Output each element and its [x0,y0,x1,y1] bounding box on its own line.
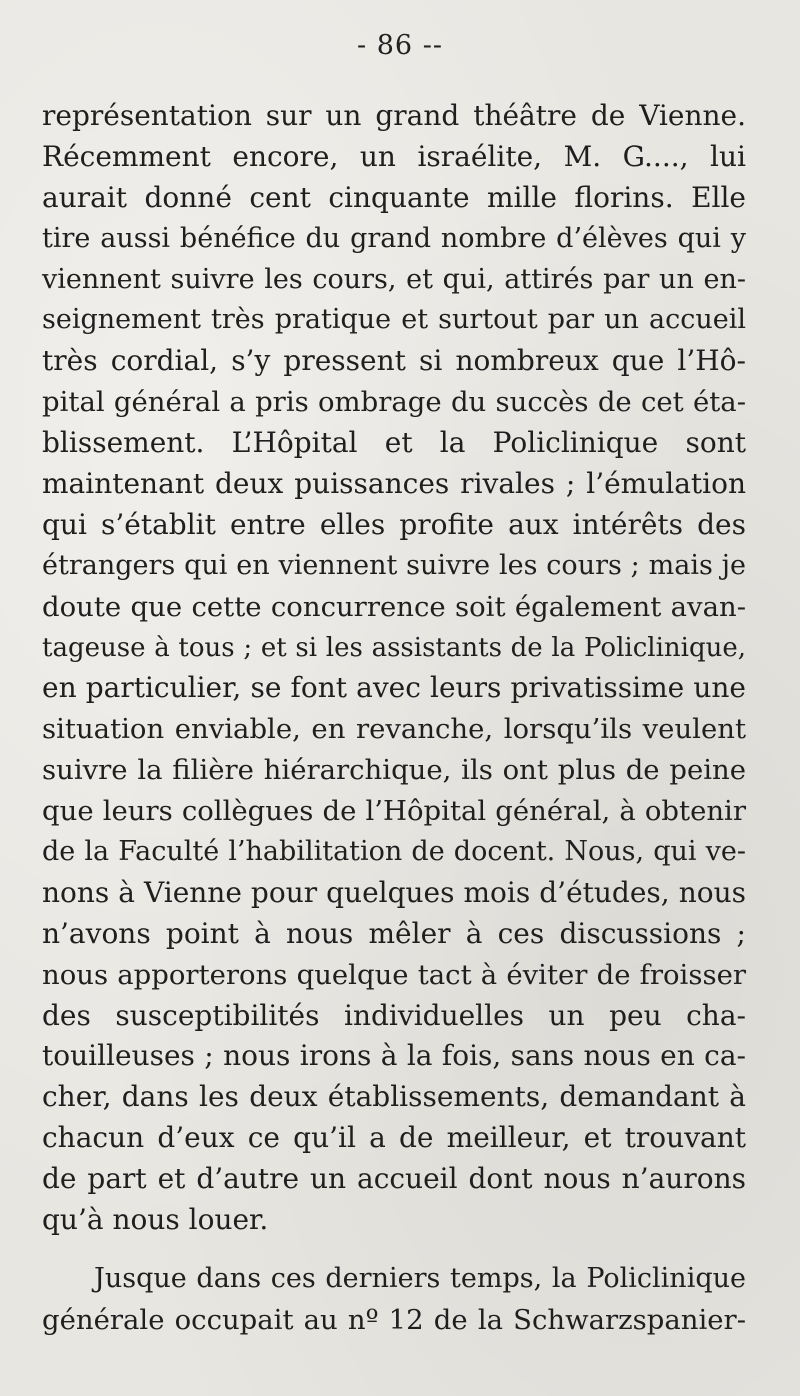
text-line: suivre la filière hiérarchique, ils ont plus de peine [42,754,746,787]
text-line: touilleuses ; nous irons à la fois, sans nous en ca- [42,1039,746,1073]
text-line: étrangers qui en viennent suivre les cours ; mais je [42,549,746,581]
text-line: cher, dans les deux établissements, demandant à [42,1080,746,1114]
text-line: tire aussi bénéfice du grand nombre d’élèves qui y [42,222,746,254]
text-line: chacun d’eux ce qu’il a de meilleur, et trouvant [42,1121,746,1155]
text-line: tageuse à tous ; et si les assistants de la Policlinique, [42,632,746,663]
text-line: nons à Vienne pour quelques mois d’études, nous [42,875,746,909]
text-line: en particulier, se font avec leurs privatissime une [42,671,746,705]
paragraph-gap [42,1241,746,1259]
text-line: Jusque dans ces derniers temps, la Policlinique [94,1262,746,1294]
text-line: aurait donné cent cinquante mille florins. Elle [42,180,746,214]
text-line: viennent suivre les cours, et qui, attirés par un en- [42,263,746,295]
text-line: seignement très pratique et surtout par un accueil [42,304,746,336]
text-line: pital général a pris ombrage du succès de cet éta- [42,386,746,419]
text-line: doute que cette concurrence soit également avan- [42,590,746,623]
paragraph [42,96,746,1241]
text-line: des susceptibilités individuelles un peu cha- [42,998,746,1032]
text-line: que leurs collègues de l’Hôpital général, à obtenir [42,795,746,828]
body-text [42,96,746,1341]
text-line: nous apporterons quelque tact à éviter de froisser [42,958,746,991]
text-line: blissement. L’Hôpital et la Policlinique sont [42,426,746,460]
page-number: - 86 -- [357,30,443,61]
text-line: qui s’établit entre elles profite aux intérêts des [42,507,746,541]
text-line: maintenant deux puissances rivales ; l’émulation [42,467,746,501]
text-line: Récemment encore, un israélite, M. G...., lui [42,139,746,173]
text-line: générale occupait au nº 12 de la Schwarzspanier- [42,1303,746,1336]
text-line: représentation sur un grand théâtre de Vienne. [42,99,746,132]
text-line: de la Faculté l’habilitation de docent. Nous, qui ve- [42,836,746,868]
text-line: qu’à nous louer. [42,1203,269,1237]
text-line: de part et d’autre un accueil dont nous n’aurons [42,1162,746,1196]
text-line: situation enviable, en revanche, lorsqu’ils veulent [42,713,746,746]
text-line: très cordial, s’y pressent si nombreux que l’Hô- [42,344,746,378]
text-line: n’avons point à nous mêler à ces discussions ; [42,916,746,950]
paragraph [42,1259,746,1341]
